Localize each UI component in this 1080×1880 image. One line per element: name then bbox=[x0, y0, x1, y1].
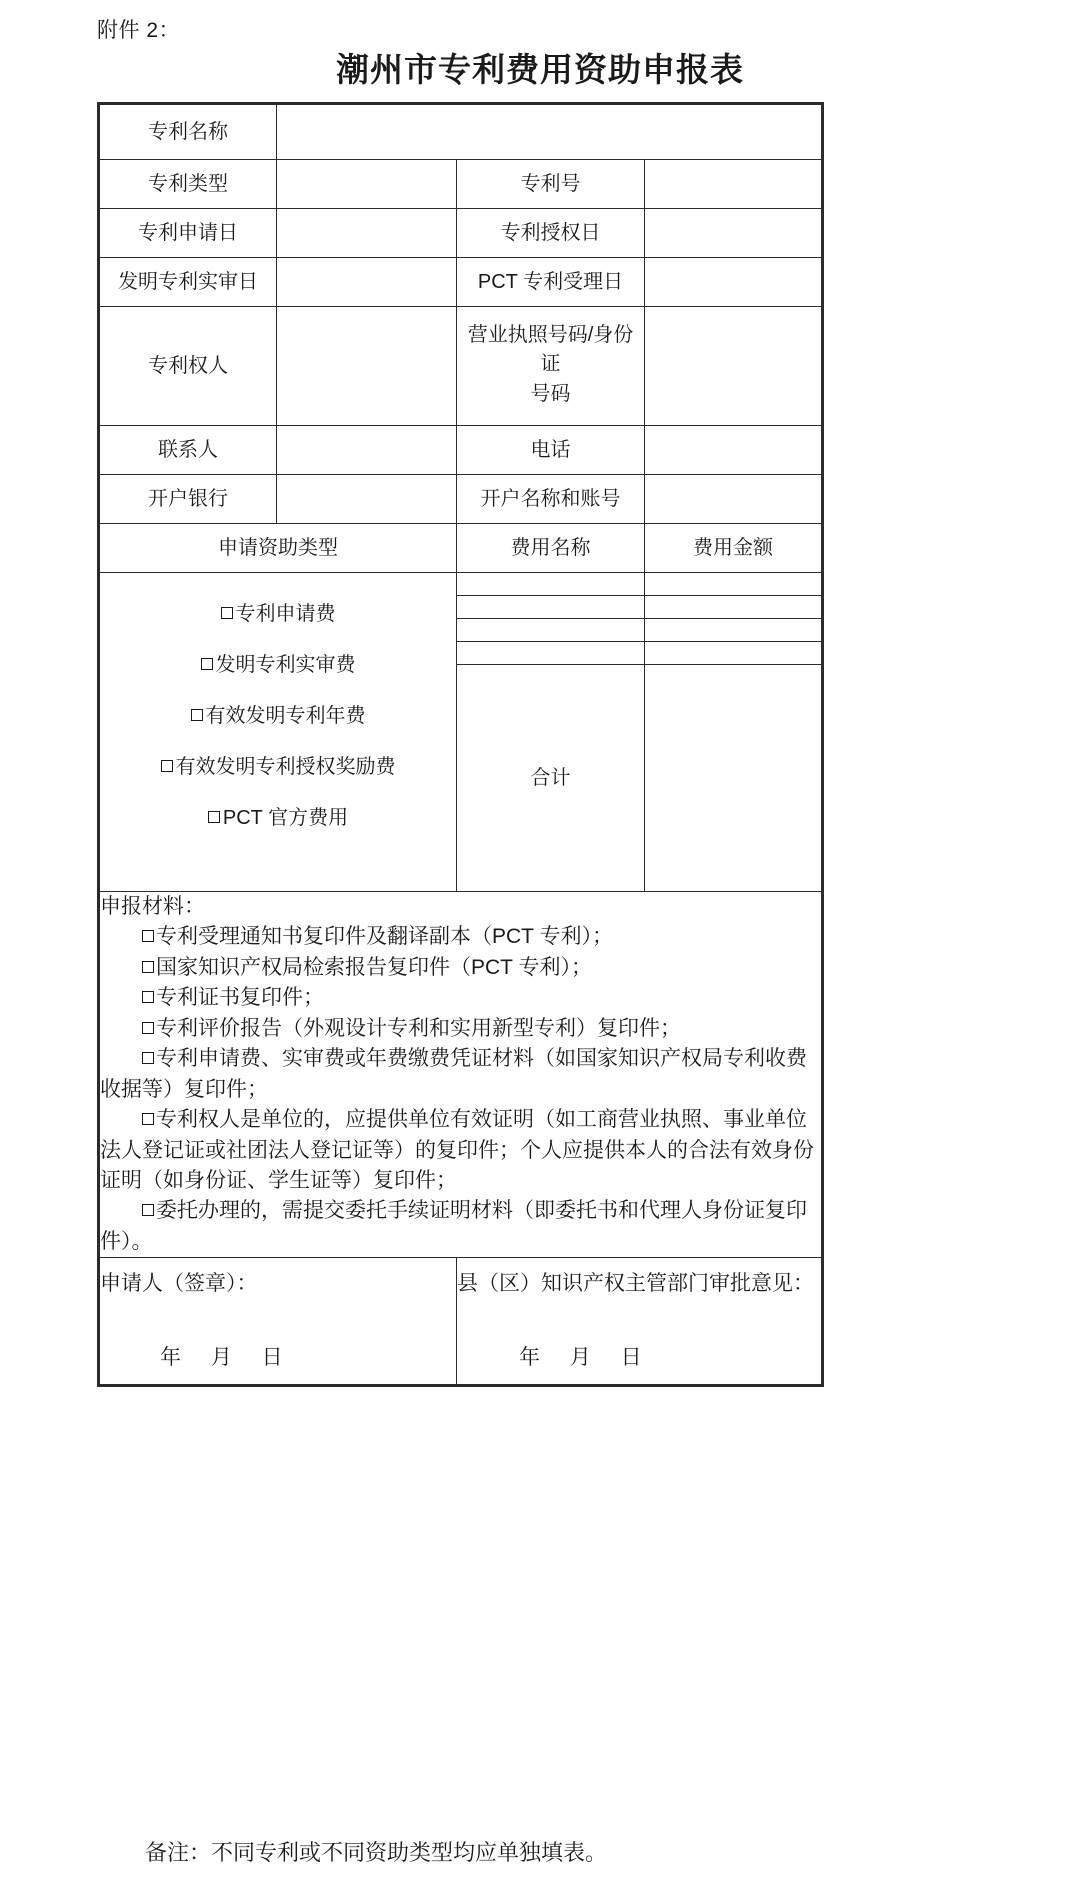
checkbox-icon[interactable] bbox=[142, 1022, 154, 1034]
patentee-value[interactable] bbox=[277, 307, 457, 426]
applicant-date: 年 月 日 bbox=[160, 1346, 295, 1370]
patent-subsidy-form-table bbox=[97, 102, 824, 1387]
patent-name-value[interactable] bbox=[277, 104, 823, 160]
material-item[interactable] bbox=[100, 922, 821, 952]
material-item-label: 专利证书复印件； bbox=[156, 986, 324, 1010]
substantive-exam-date-label: 发明专利实审日 bbox=[99, 258, 277, 307]
checkbox-icon[interactable] bbox=[221, 607, 233, 619]
fee-name-value[interactable] bbox=[457, 573, 645, 596]
material-item-label: 专利权人是单位的，应提供单位有效证明（如工商营业执照、事业单位法人登记证或社团法人登记证等）的复印件；个人应提供本人的合法有效身份证明（如身份证、学生证等）复印件； bbox=[100, 1108, 814, 1192]
license-id-label bbox=[457, 307, 645, 426]
material-item[interactable] bbox=[100, 953, 821, 983]
contact-label: 联系人 bbox=[99, 426, 277, 475]
fee-name-value[interactable] bbox=[457, 596, 645, 619]
total-value[interactable] bbox=[645, 665, 823, 892]
fee-amount-value[interactable] bbox=[645, 596, 823, 619]
patent-number-label: 专利号 bbox=[457, 160, 645, 209]
patent-type-label: 专利类型 bbox=[99, 160, 277, 209]
license-id-label-line2: 号码 bbox=[530, 383, 571, 405]
subsidy-item-label: 有效发明专利授权奖励费 bbox=[175, 756, 396, 778]
apply-date-label: 专利申请日 bbox=[99, 209, 277, 258]
subsidy-item-label: PCT 官方费用 bbox=[222, 807, 349, 829]
table-row bbox=[99, 160, 823, 209]
checkbox-icon[interactable] bbox=[142, 991, 154, 1003]
checkbox-icon[interactable] bbox=[142, 961, 154, 973]
table-row bbox=[99, 258, 823, 307]
material-item[interactable] bbox=[100, 1044, 821, 1105]
patentee-label: 专利权人 bbox=[99, 307, 277, 426]
pct-accept-date-value[interactable] bbox=[645, 258, 823, 307]
subsidy-type-list bbox=[99, 573, 457, 892]
material-item[interactable] bbox=[100, 1014, 821, 1044]
checkbox-icon[interactable] bbox=[142, 930, 154, 942]
authority-opinion-cell[interactable] bbox=[457, 1258, 823, 1386]
subsidy-item-label: 发明专利实审费 bbox=[215, 654, 356, 676]
page-title: 潮州市专利费用资助申报表 bbox=[336, 51, 744, 88]
table-row bbox=[99, 892, 823, 1258]
fee-amount-value[interactable] bbox=[645, 642, 823, 665]
attachment-label: 附件 2： bbox=[97, 19, 181, 42]
bank-label: 开户银行 bbox=[99, 475, 277, 524]
fee-amount-header: 费用金额 bbox=[645, 524, 823, 573]
subsidy-checkbox-item[interactable] bbox=[100, 589, 456, 640]
contact-value[interactable] bbox=[277, 426, 457, 475]
material-item-label: 国家知识产权局检索报告复印件（PCT 专利）； bbox=[156, 955, 592, 979]
checkbox-icon[interactable] bbox=[142, 1113, 154, 1125]
table-row bbox=[99, 475, 823, 524]
phone-value[interactable] bbox=[645, 426, 823, 475]
license-id-label-line1: 营业执照号码/身份证 bbox=[467, 324, 634, 375]
table-row bbox=[99, 426, 823, 475]
account-value[interactable] bbox=[645, 475, 823, 524]
table-row bbox=[99, 209, 823, 258]
grant-date-value[interactable] bbox=[645, 209, 823, 258]
subsidy-item-label: 有效发明专利年费 bbox=[205, 705, 366, 727]
fee-amount-value[interactable] bbox=[645, 573, 823, 596]
fee-amount-value[interactable] bbox=[645, 619, 823, 642]
subsidy-checkbox-item[interactable] bbox=[100, 793, 456, 844]
bank-value[interactable] bbox=[277, 475, 457, 524]
material-item[interactable] bbox=[100, 983, 821, 1013]
patent-name-label: 专利名称 bbox=[99, 104, 277, 160]
table-row bbox=[99, 573, 823, 596]
subsidy-item-label: 专利申请费 bbox=[235, 603, 336, 625]
checkbox-icon[interactable] bbox=[142, 1052, 154, 1064]
subsidy-checkbox-item[interactable] bbox=[100, 742, 456, 793]
fee-name-value[interactable] bbox=[457, 642, 645, 665]
total-label: 合计 bbox=[457, 665, 645, 892]
materials-heading: 申报材料： bbox=[100, 895, 205, 918]
checkbox-icon[interactable] bbox=[201, 658, 213, 670]
checkbox-icon[interactable] bbox=[208, 811, 220, 823]
table-row bbox=[99, 524, 823, 573]
applicant-signature-label: 申请人（签章）： bbox=[100, 1271, 258, 1295]
authority-opinion-label: 县（区）知识产权主管部门审批意见： bbox=[457, 1271, 814, 1295]
checkbox-icon[interactable] bbox=[161, 760, 173, 772]
material-item-label: 专利申请费、实审费或年费缴费凭证材料（如国家知识产权局专利收费收据等）复印件； bbox=[100, 1047, 807, 1101]
material-item[interactable] bbox=[100, 1105, 821, 1196]
material-item[interactable] bbox=[100, 1196, 821, 1257]
applicant-signature-cell[interactable] bbox=[99, 1258, 457, 1386]
phone-label: 电话 bbox=[457, 426, 645, 475]
material-item-label: 委托办理的，需提交委托手续证明材料（即委托书和代理人身份证复印件）。 bbox=[100, 1199, 807, 1253]
apply-date-value[interactable] bbox=[277, 209, 457, 258]
material-item-label: 专利评价报告（外观设计专利和实用新型专利）复印件； bbox=[156, 1016, 681, 1040]
account-label: 开户名称和账号 bbox=[457, 475, 645, 524]
footer-note: 备注：不同专利或不同资助类型均应单独填表。 bbox=[145, 1840, 608, 1865]
fee-name-header: 费用名称 bbox=[457, 524, 645, 573]
pct-accept-date-label: PCT 专利受理日 bbox=[457, 258, 645, 307]
material-item-label: 专利受理通知书复印件及翻译副本（PCT 专利）； bbox=[156, 925, 613, 949]
checkbox-icon[interactable] bbox=[191, 709, 203, 721]
authority-date: 年 月 日 bbox=[519, 1346, 654, 1370]
substantive-exam-date-value[interactable] bbox=[277, 258, 457, 307]
subsidy-checkbox-item[interactable] bbox=[100, 640, 456, 691]
fee-name-value[interactable] bbox=[457, 619, 645, 642]
patent-type-value[interactable] bbox=[277, 160, 457, 209]
grant-date-label: 专利授权日 bbox=[457, 209, 645, 258]
checkbox-icon[interactable] bbox=[142, 1204, 154, 1216]
materials-section bbox=[99, 892, 823, 1258]
table-row bbox=[99, 307, 823, 426]
license-id-value[interactable] bbox=[645, 307, 823, 426]
patent-number-value[interactable] bbox=[645, 160, 823, 209]
subsidy-type-header: 申请资助类型 bbox=[99, 524, 457, 573]
subsidy-checkbox-item[interactable] bbox=[100, 691, 456, 742]
table-row bbox=[99, 1258, 823, 1386]
table-row bbox=[99, 104, 823, 160]
